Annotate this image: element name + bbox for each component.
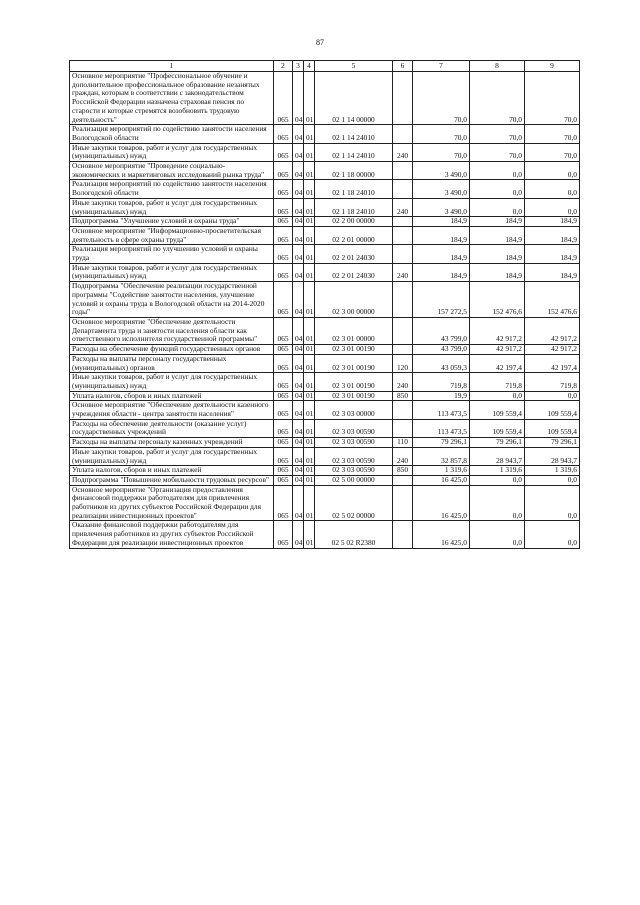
- amount-2-cell: 109 559,4: [470, 419, 525, 437]
- amount-3-cell: 184,9: [525, 226, 580, 244]
- amount-1-cell: 43 799,0: [413, 345, 470, 355]
- expense-type-cell: [393, 282, 413, 318]
- gov-code-cell: 065: [274, 438, 293, 448]
- target-article-cell: 02 3 03 00590: [315, 419, 393, 437]
- target-article-cell: 02 2 00 00000: [315, 217, 393, 227]
- table-row: [70, 72, 580, 125]
- target-article-cell: 02 2 01 00000: [315, 226, 393, 244]
- section-cell: 04: [293, 466, 304, 476]
- table-row: [70, 198, 580, 216]
- target-article-cell: 02 1 18 24010: [315, 180, 393, 198]
- amount-1-cell: 16 425,0: [413, 475, 470, 485]
- amount-1-cell: 43 059,3: [413, 354, 470, 372]
- section-cell: 04: [293, 373, 304, 391]
- amount-2-cell: 79 296,1: [470, 438, 525, 448]
- amount-2-cell: 42 917,2: [470, 345, 525, 355]
- table-row: [70, 263, 580, 281]
- amount-3-cell: 184,9: [525, 217, 580, 227]
- expense-type-cell: [393, 217, 413, 227]
- target-article-cell: 02 1 14 24010: [315, 143, 393, 161]
- budget-table: [69, 60, 580, 549]
- gov-code-cell: 065: [274, 391, 293, 401]
- header-cell-4: 4: [304, 61, 315, 72]
- target-article-cell: 02 2 01 24030: [315, 245, 393, 263]
- table-row: [70, 143, 580, 161]
- amount-1-cell: 32 857,8: [413, 447, 470, 465]
- expense-type-cell: [393, 401, 413, 419]
- section-cell: 04: [293, 143, 304, 161]
- gov-code-cell: 065: [274, 245, 293, 263]
- subsection-cell: 01: [304, 282, 315, 318]
- gov-code-cell: 065: [274, 401, 293, 419]
- expense-type-cell: [393, 180, 413, 198]
- section-cell: 04: [293, 485, 304, 521]
- expense-type-cell: 240: [393, 198, 413, 216]
- subsection-cell: 01: [304, 485, 315, 521]
- expense-type-cell: [393, 345, 413, 355]
- amount-3-cell: 184,9: [525, 263, 580, 281]
- target-article-cell: 02 3 01 00190: [315, 373, 393, 391]
- target-article-cell: 02 5 00 00000: [315, 475, 393, 485]
- section-cell: 04: [293, 217, 304, 227]
- amount-3-cell: 70,0: [525, 143, 580, 161]
- target-article-cell: 02 3 01 00000: [315, 317, 393, 344]
- table-header-row: [70, 61, 580, 72]
- expense-type-cell: [393, 419, 413, 437]
- target-article-cell: 02 1 14 00000: [315, 72, 393, 125]
- amount-1-cell: 19,9: [413, 391, 470, 401]
- page-number: 87: [316, 38, 324, 47]
- table-row: [70, 245, 580, 263]
- amount-1-cell: 157 272,5: [413, 282, 470, 318]
- expense-type-cell: 240: [393, 447, 413, 465]
- gov-code-cell: 065: [274, 485, 293, 521]
- gov-code-cell: 065: [274, 72, 293, 125]
- section-cell: 04: [293, 419, 304, 437]
- section-cell: 04: [293, 447, 304, 465]
- amount-2-cell: 70,0: [470, 125, 525, 143]
- table-row: [70, 345, 580, 355]
- amount-3-cell: 719,8: [525, 373, 580, 391]
- target-article-cell: 02 1 14 24010: [315, 125, 393, 143]
- section-cell: 04: [293, 226, 304, 244]
- description-cell: Основное мероприятие "Организация предоставления финансовой поддержки работодателям для привлечения работников из других субъектов Российской Федерации для реализации инвестиционных проектов": [70, 485, 274, 521]
- gov-code-cell: 065: [274, 263, 293, 281]
- section-cell: 04: [293, 162, 304, 180]
- table-row: [70, 162, 580, 180]
- amount-1-cell: 70,0: [413, 72, 470, 125]
- section-cell: 04: [293, 72, 304, 125]
- description-cell: Расходы на выплаты персоналу государственных (муниципальных) органов: [70, 354, 274, 372]
- description-cell: Иные закупки товаров, работ и услуг для государственных (муниципальных) нужд: [70, 263, 274, 281]
- subsection-cell: 01: [304, 354, 315, 372]
- subsection-cell: 01: [304, 263, 315, 281]
- amount-3-cell: 0,0: [525, 162, 580, 180]
- section-cell: 04: [293, 475, 304, 485]
- section-cell: 04: [293, 354, 304, 372]
- description-cell: Расходы на выплаты персоналу казенных учреждений: [70, 438, 274, 448]
- gov-code-cell: 065: [274, 217, 293, 227]
- description-cell: Подпрограмма "Улучшение условий и охраны труда": [70, 217, 274, 227]
- amount-3-cell: 0,0: [525, 485, 580, 521]
- header-cell-8: 8: [470, 61, 525, 72]
- amount-2-cell: 184,9: [470, 245, 525, 263]
- table-row: [70, 226, 580, 244]
- section-cell: 04: [293, 245, 304, 263]
- amount-2-cell: 0,0: [470, 162, 525, 180]
- amount-2-cell: 0,0: [470, 475, 525, 485]
- amount-3-cell: 28 943,7: [525, 447, 580, 465]
- expense-type-cell: 120: [393, 354, 413, 372]
- amount-1-cell: 184,9: [413, 226, 470, 244]
- gov-code-cell: 065: [274, 345, 293, 355]
- amount-2-cell: 184,9: [470, 217, 525, 227]
- subsection-cell: 01: [304, 245, 315, 263]
- target-article-cell: 02 5 02 R2380: [315, 521, 393, 548]
- target-article-cell: 02 1 18 24010: [315, 198, 393, 216]
- subsection-cell: 01: [304, 198, 315, 216]
- expense-type-cell: [393, 485, 413, 521]
- amount-1-cell: 184,9: [413, 245, 470, 263]
- gov-code-cell: 065: [274, 198, 293, 216]
- section-cell: 04: [293, 401, 304, 419]
- subsection-cell: 01: [304, 162, 315, 180]
- gov-code-cell: 065: [274, 226, 293, 244]
- description-cell: Основное мероприятие "Профессиональное обучение и дополнительное профессиональное образование незанятых граждан, которым в соответствии с законодательством Российской Федерации назначена страховая пенсия по старости и которые стремятся возобновить трудовую деятельность": [70, 72, 274, 125]
- amount-3-cell: 42 917,2: [525, 317, 580, 344]
- table-row: [70, 317, 580, 344]
- amount-2-cell: 42 197,4: [470, 354, 525, 372]
- expense-type-cell: [393, 226, 413, 244]
- amount-2-cell: 0,0: [470, 180, 525, 198]
- subsection-cell: 01: [304, 447, 315, 465]
- target-article-cell: 02 3 03 00000: [315, 401, 393, 419]
- table-row: [70, 475, 580, 485]
- description-cell: Уплата налогов, сборов и иных платежей: [70, 466, 274, 476]
- subsection-cell: 01: [304, 438, 315, 448]
- table-row: [70, 438, 580, 448]
- expense-type-cell: 240: [393, 263, 413, 281]
- amount-3-cell: 0,0: [525, 475, 580, 485]
- table-row: [70, 217, 580, 227]
- section-cell: 04: [293, 282, 304, 318]
- section-cell: 04: [293, 180, 304, 198]
- amount-2-cell: 0,0: [470, 485, 525, 521]
- subsection-cell: 01: [304, 391, 315, 401]
- amount-2-cell: 0,0: [470, 391, 525, 401]
- subsection-cell: 01: [304, 143, 315, 161]
- expense-type-cell: 240: [393, 143, 413, 161]
- section-cell: 04: [293, 391, 304, 401]
- subsection-cell: 01: [304, 419, 315, 437]
- subsection-cell: 01: [304, 521, 315, 548]
- expense-type-cell: [393, 317, 413, 344]
- target-article-cell: 02 3 01 00190: [315, 391, 393, 401]
- description-cell: Иные закупки товаров, работ и услуг для государственных (муниципальных) нужд: [70, 143, 274, 161]
- amount-1-cell: 79 296,1: [413, 438, 470, 448]
- expense-type-cell: [393, 521, 413, 548]
- gov-code-cell: 065: [274, 317, 293, 344]
- target-article-cell: 02 1 18 00000: [315, 162, 393, 180]
- table-row: [70, 447, 580, 465]
- header-cell-5: 5: [315, 61, 393, 72]
- subsection-cell: 01: [304, 125, 315, 143]
- subsection-cell: 01: [304, 72, 315, 125]
- amount-1-cell: 719,8: [413, 373, 470, 391]
- gov-code-cell: 065: [274, 180, 293, 198]
- table-body: [70, 72, 580, 549]
- amount-1-cell: 113 473,5: [413, 401, 470, 419]
- description-cell: Основное мероприятие "Информационно-просветительская деятельность в сфере охраны труда": [70, 226, 274, 244]
- header-cell-9: 9: [525, 61, 580, 72]
- amount-2-cell: 1 319,6: [470, 466, 525, 476]
- subsection-cell: 01: [304, 180, 315, 198]
- table-row: [70, 125, 580, 143]
- amount-3-cell: 79 296,1: [525, 438, 580, 448]
- target-article-cell: 02 5 02 00000: [315, 485, 393, 521]
- target-article-cell: 02 3 01 00190: [315, 354, 393, 372]
- amount-3-cell: 70,0: [525, 125, 580, 143]
- section-cell: 04: [293, 438, 304, 448]
- amount-1-cell: 184,9: [413, 217, 470, 227]
- table-row: [70, 485, 580, 521]
- amount-2-cell: 70,0: [470, 72, 525, 125]
- description-cell: Оказание финансовой поддержки работодателям для привлечения работников из других субъектов Российской Федерации для реализации инвестиционных проектов: [70, 521, 274, 548]
- expense-type-cell: 850: [393, 391, 413, 401]
- amount-2-cell: 42 917,2: [470, 317, 525, 344]
- subsection-cell: 01: [304, 317, 315, 344]
- header-cell-1: 1: [70, 61, 274, 72]
- amount-1-cell: 16 425,0: [413, 521, 470, 548]
- table-row: [70, 282, 580, 318]
- description-cell: Подпрограмма "Повышение мобильности трудовых ресурсов": [70, 475, 274, 485]
- amount-3-cell: 70,0: [525, 72, 580, 125]
- table-row: [70, 180, 580, 198]
- description-cell: Расходы на обеспечение функций государственных органов: [70, 345, 274, 355]
- header-cell-7: 7: [413, 61, 470, 72]
- amount-2-cell: 184,9: [470, 226, 525, 244]
- table-row: [70, 419, 580, 437]
- expense-type-cell: [393, 162, 413, 180]
- amount-1-cell: 16 425,0: [413, 485, 470, 521]
- amount-3-cell: 0,0: [525, 391, 580, 401]
- amount-2-cell: 28 943,7: [470, 447, 525, 465]
- section-cell: 04: [293, 521, 304, 548]
- gov-code-cell: 065: [274, 373, 293, 391]
- description-cell: Расходы на обеспечение деятельности (оказание услуг) государственных учреждений: [70, 419, 274, 437]
- gov-code-cell: 065: [274, 419, 293, 437]
- section-cell: 04: [293, 263, 304, 281]
- amount-2-cell: 109 559,4: [470, 401, 525, 419]
- expense-type-cell: 110: [393, 438, 413, 448]
- gov-code-cell: 065: [274, 282, 293, 318]
- amount-2-cell: 0,0: [470, 521, 525, 548]
- subsection-cell: 01: [304, 466, 315, 476]
- table-row: [70, 466, 580, 476]
- amount-3-cell: 0,0: [525, 198, 580, 216]
- section-cell: 04: [293, 125, 304, 143]
- header-cell-2: 2: [274, 61, 293, 72]
- amount-2-cell: 0,0: [470, 198, 525, 216]
- table-row: [70, 401, 580, 419]
- gov-code-cell: 065: [274, 447, 293, 465]
- amount-1-cell: 3 490,0: [413, 162, 470, 180]
- section-cell: 04: [293, 345, 304, 355]
- amount-3-cell: 109 559,4: [525, 401, 580, 419]
- header-cell-3: 3: [293, 61, 304, 72]
- amount-1-cell: 70,0: [413, 143, 470, 161]
- amount-2-cell: 70,0: [470, 143, 525, 161]
- amount-2-cell: 719,8: [470, 373, 525, 391]
- amount-1-cell: 70,0: [413, 125, 470, 143]
- section-cell: 04: [293, 198, 304, 216]
- description-cell: Реализация мероприятий по улучшению условий и охраны труда: [70, 245, 274, 263]
- description-cell: Подпрограмма "Обеспечение реализации государственной программы "Содействие занятости населения, улучшение условий и охраны труда в Вологодской области на 2014-2020 годы": [70, 282, 274, 318]
- description-cell: Основное мероприятие "Проведение социально-экономических и маркетинговых исследований рынка труда": [70, 162, 274, 180]
- table-row: [70, 521, 580, 548]
- description-cell: Основное мероприятие "Обеспечение деятельности казенного учреждения области - центра занятости населения": [70, 401, 274, 419]
- target-article-cell: 02 2 01 24030: [315, 263, 393, 281]
- header-cell-6: 6: [393, 61, 413, 72]
- amount-2-cell: 152 476,6: [470, 282, 525, 318]
- amount-1-cell: 3 490,0: [413, 198, 470, 216]
- section-cell: 04: [293, 317, 304, 344]
- gov-code-cell: 065: [274, 162, 293, 180]
- description-cell: Основное мероприятие "Обеспечение деятельности Департамента труда и занятости населения области как ответственного исполнителя государственной программы": [70, 317, 274, 344]
- amount-2-cell: 184,9: [470, 263, 525, 281]
- amount-1-cell: 113 473,5: [413, 419, 470, 437]
- amount-1-cell: 3 490,0: [413, 180, 470, 198]
- target-article-cell: 02 3 03 00590: [315, 438, 393, 448]
- gov-code-cell: 065: [274, 354, 293, 372]
- subsection-cell: 01: [304, 226, 315, 244]
- table-row: [70, 373, 580, 391]
- table-row: [70, 354, 580, 372]
- subsection-cell: 01: [304, 373, 315, 391]
- description-cell: Уплата налогов, сборов и иных платежей: [70, 391, 274, 401]
- expense-type-cell: [393, 475, 413, 485]
- amount-1-cell: 1 319,6: [413, 466, 470, 476]
- amount-1-cell: 43 799,0: [413, 317, 470, 344]
- amount-3-cell: 42 197,4: [525, 354, 580, 372]
- description-cell: Реализация мероприятий по содействию занятости населения Вологодской области: [70, 180, 274, 198]
- amount-3-cell: 0,0: [525, 180, 580, 198]
- expense-type-cell: [393, 245, 413, 263]
- subsection-cell: 01: [304, 401, 315, 419]
- target-article-cell: 02 3 00 00000: [315, 282, 393, 318]
- gov-code-cell: 065: [274, 475, 293, 485]
- amount-3-cell: 1 319,6: [525, 466, 580, 476]
- expense-type-cell: [393, 72, 413, 125]
- amount-3-cell: 0,0: [525, 521, 580, 548]
- target-article-cell: 02 3 03 00590: [315, 447, 393, 465]
- gov-code-cell: 065: [274, 521, 293, 548]
- gov-code-cell: 065: [274, 143, 293, 161]
- amount-1-cell: 184,9: [413, 263, 470, 281]
- expense-type-cell: 850: [393, 466, 413, 476]
- description-cell: Иные закупки товаров, работ и услуг для государственных (муниципальных) нужд: [70, 447, 274, 465]
- subsection-cell: 01: [304, 217, 315, 227]
- amount-3-cell: 184,9: [525, 245, 580, 263]
- subsection-cell: 01: [304, 475, 315, 485]
- expense-type-cell: 240: [393, 373, 413, 391]
- gov-code-cell: 065: [274, 466, 293, 476]
- description-cell: Иные закупки товаров, работ и услуг для государственных (муниципальных) нужд: [70, 373, 274, 391]
- gov-code-cell: 065: [274, 125, 293, 143]
- description-cell: Иные закупки товаров, работ и услуг для государственных (муниципальных) нужд: [70, 198, 274, 216]
- amount-3-cell: 42 917,2: [525, 345, 580, 355]
- amount-3-cell: 109 559,4: [525, 419, 580, 437]
- description-cell: Реализация мероприятий по содействию занятости населения Вологодской области: [70, 125, 274, 143]
- expense-type-cell: [393, 125, 413, 143]
- amount-3-cell: 152 476,6: [525, 282, 580, 318]
- target-article-cell: 02 3 01 00190: [315, 345, 393, 355]
- subsection-cell: 01: [304, 345, 315, 355]
- target-article-cell: 02 3 03 00590: [315, 466, 393, 476]
